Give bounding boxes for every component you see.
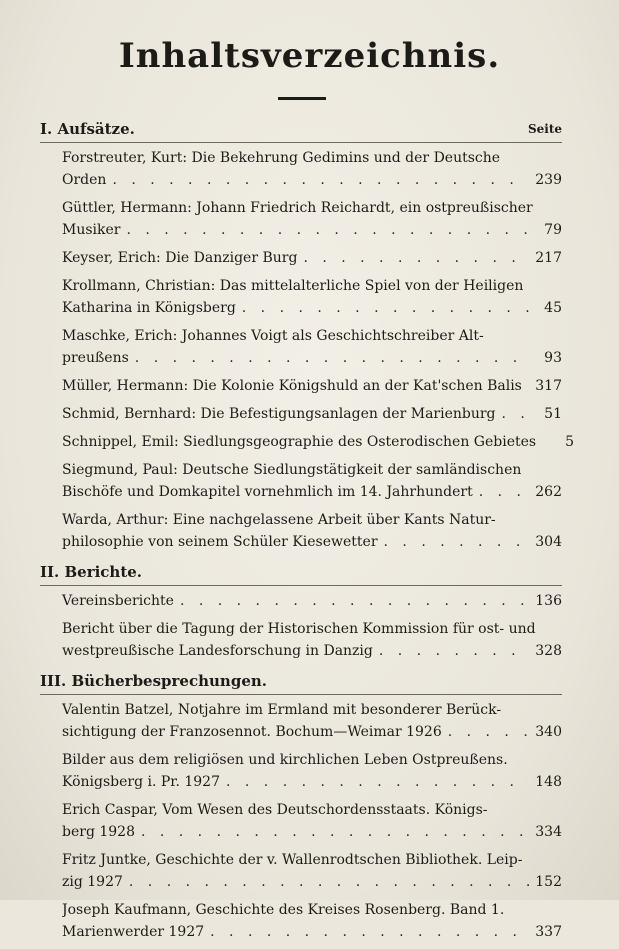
entry-text: Bischöfe und Domkapitel vornehmlich im 14. Jahrhundert (62, 484, 473, 500)
toc-entry (40, 509, 562, 553)
page-number: 262 (535, 484, 562, 500)
dot-leader (479, 481, 530, 503)
entry-text: Schmid, Bernhard: Die Befestigungsanlagen der Marienburg (62, 406, 496, 422)
page-number: 239 (535, 172, 562, 188)
page-number: 79 (544, 222, 562, 238)
page-column-label: Seite (527, 122, 562, 136)
entry-text: Warda, Arthur: Eine nachgelassene Arbeit über Kants Natur- (62, 512, 496, 528)
entry-text: Keyser, Erich: Die Danziger Burg (62, 250, 298, 266)
entry-last-line (62, 403, 562, 425)
entry-text: Forstreuter, Kurt: Die Bekehrung Gedimins und der Deutsche (62, 150, 501, 166)
page-number: 5 (565, 434, 575, 450)
page-number: 328 (535, 643, 562, 659)
page-number: 152 (535, 874, 562, 890)
entry-last-line (62, 347, 562, 369)
toc-entry (40, 749, 562, 793)
dot-leader (379, 640, 529, 662)
section-heading (40, 670, 562, 692)
entry-text: sichtigung der Franzosennot. Bochum—Weimar 1926 (62, 724, 442, 740)
page-number: 217 (535, 250, 562, 266)
page-number: 304 (535, 534, 562, 550)
section-heading (40, 118, 562, 140)
entry-last-line (62, 821, 562, 843)
toc-entry (40, 699, 562, 743)
entry-text: Joseph Kaufmann, Geschichte des Kreises Rosenberg. Band 1. (62, 902, 505, 918)
section-label: II. Berichte. (40, 563, 143, 581)
page-number: 148 (535, 774, 562, 790)
entry-text: Schnippel, Emil: Siedlungsgeographie des Osterodischen Gebietes (62, 434, 537, 450)
page-number: 93 (544, 350, 562, 366)
entry-text: Krollmann, Christian: Das mittelalterliche Spiel von der Heiligen (62, 278, 524, 294)
dot-leader (528, 375, 529, 397)
entry-text: Vereinsberichte (62, 593, 174, 609)
entry-text: Siegmund, Paul: Deutsche Siedlungstätigkeit der samländischen (62, 462, 522, 478)
section-label: III. Bücherbesprechungen. (40, 672, 267, 690)
dot-leader (126, 219, 530, 241)
entry-text: Orden (62, 172, 107, 188)
entry-last-line (62, 721, 562, 743)
entry-text: Bericht über die Tagung der Historischen Kommission für ost- und (62, 621, 536, 637)
dot-leader (210, 921, 529, 943)
toc-entry (40, 799, 562, 843)
toc-entry (40, 247, 562, 269)
entry-last-line (62, 247, 562, 269)
entry-last-line (62, 871, 562, 893)
toc-entry (40, 618, 562, 662)
page-number: 317 (535, 378, 562, 394)
entry-last-line (62, 375, 562, 397)
toc-entry (40, 590, 562, 612)
entry-text: philosophie von seinem Schüler Kiesewetter (62, 534, 378, 550)
section-divider (40, 585, 562, 586)
section-label: I. Aufsätze. (40, 120, 135, 138)
entry-text: Valentin Batzel, Notjahre im Ermland mit besonderer Berück- (62, 702, 502, 718)
entry-text: Marienwerder 1927 (62, 924, 205, 940)
entry-text: Müller, Hermann: Die Kolonie Königshuld an der Kat'schen Balis (62, 378, 522, 394)
entry-text: Königsberg i. Pr. 1927 (62, 774, 220, 790)
entry-text: Erich Caspar, Vom Wesen des Deutschordensstaats. Königs- (62, 802, 488, 818)
dot-leader (242, 297, 530, 319)
entry-text: westpreußische Landesforschung in Danzig (62, 643, 373, 659)
dot-leader (180, 590, 529, 612)
dot-leader (384, 531, 530, 553)
entry-text: preußens (62, 350, 129, 366)
toc-entry (40, 431, 575, 453)
toc-entry (40, 849, 562, 893)
entry-last-line (62, 640, 562, 662)
entry-last-line (62, 481, 562, 503)
dot-leader (226, 771, 529, 793)
page-number: 337 (535, 924, 562, 940)
entry-last-line (62, 431, 575, 453)
page-number: 334 (535, 824, 562, 840)
dot-leader (135, 347, 530, 369)
page-number: 45 (544, 300, 562, 316)
toc-entry (40, 325, 562, 369)
table-of-contents (40, 118, 575, 949)
entry-text: Katharina in Königsberg (62, 300, 236, 316)
dot-leader (448, 721, 530, 743)
page-number: 340 (535, 724, 562, 740)
title-rule (278, 97, 326, 100)
toc-entry (40, 899, 562, 943)
entry-text: berg 1928 (62, 824, 135, 840)
dot-leader (303, 247, 529, 269)
dot-leader (129, 871, 529, 893)
toc-entry (40, 197, 562, 241)
toc-entry (40, 147, 562, 191)
entry-last-line (62, 771, 562, 793)
page-number: 136 (535, 593, 562, 609)
section-divider (40, 142, 562, 143)
entry-last-line (62, 169, 562, 191)
toc-entry (40, 459, 562, 503)
entry-text: Güttler, Hermann: Johann Friedrich Reichardt, ein ostpreußischer (62, 200, 533, 216)
dot-leader (112, 169, 529, 191)
dot-leader (502, 403, 530, 425)
entry-last-line (62, 219, 562, 241)
toc-entry (40, 275, 562, 319)
entry-last-line (62, 590, 562, 612)
entry-text: Maschke, Erich: Johannes Voigt als Geschichtschreiber Alt- (62, 328, 484, 344)
page-title: Inhaltsverzeichnis. (118, 36, 501, 76)
page-number: 51 (544, 406, 562, 422)
entry-text: Fritz Juntke, Geschichte der v. Wallenrodtschen Bibliothek. Leip- (62, 852, 523, 868)
toc-entry (40, 403, 562, 425)
entry-text: Bilder aus dem religiösen und kirchlichen Leben Ostpreußens. (62, 752, 508, 768)
entry-text: Musiker (62, 222, 121, 238)
entry-last-line (62, 297, 562, 319)
dot-leader (141, 821, 529, 843)
entry-last-line (62, 531, 562, 553)
section-heading (40, 561, 562, 583)
entry-text: zig 1927 (62, 874, 123, 890)
toc-entry (40, 375, 562, 397)
section-divider (40, 694, 562, 695)
entry-last-line (62, 921, 562, 943)
